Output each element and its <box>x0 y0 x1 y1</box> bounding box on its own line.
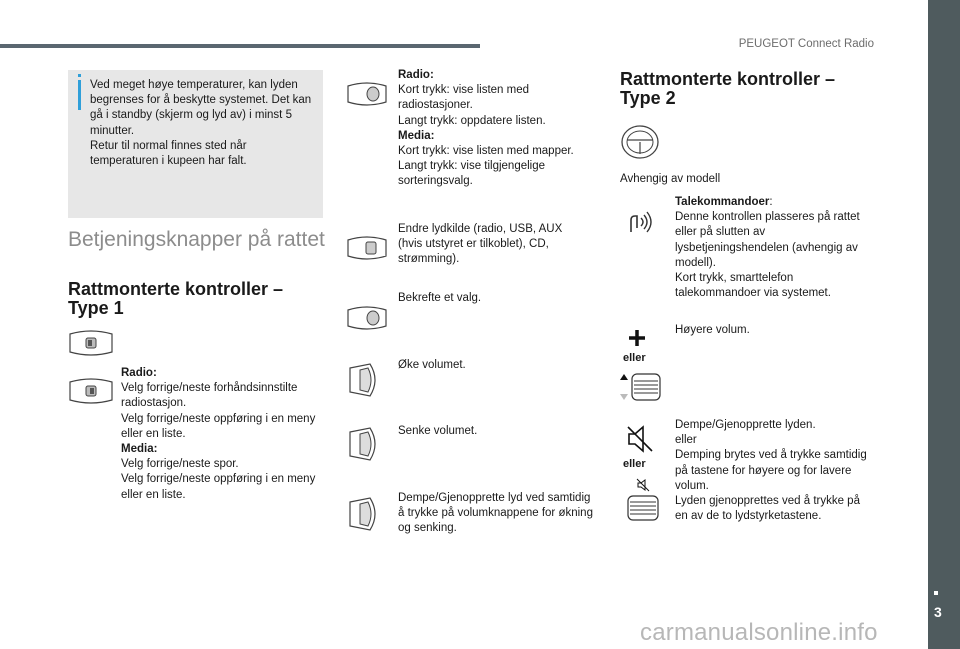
type2-depends: Avhengig av modell <box>620 173 721 185</box>
eller-label-mute: eller <box>623 458 646 470</box>
volume-up-switch-icon <box>620 372 664 402</box>
voice-text: : Denne kontrollen plasseres på rattet eller på slutten av lysbetjeningshendelen (avhengig av modell). Kort trykk, smarttelefon talekommandoer via systemet. <box>675 196 860 300</box>
type1-heading: Rattmonterte kontroller – Type 1 <box>68 279 284 318</box>
mute-small-icon <box>636 478 650 492</box>
scroll-wheel-icon <box>346 82 388 106</box>
eller-label-volume: eller <box>623 352 646 364</box>
steering-wheel-icon <box>620 124 660 160</box>
page-sidebar <box>928 0 960 649</box>
mid-media-description: Kort trykk: vise listen med mapper. Langt trykk: vise tilgjengelige sorteringsvalg. <box>398 145 574 188</box>
volume-down-button-icon <box>346 426 382 462</box>
radio-media-description <box>398 68 598 190</box>
watermark: carmanualsonline.info <box>640 619 878 646</box>
type2-volume-up-description: Høyere volum. <box>675 324 750 336</box>
radio-description: Velg forrige/neste forhåndsinnstilte radiostasjon. Velg forrige/neste oppføring i en meny eller en liste. <box>121 382 316 440</box>
type2-heading: Rattmonterte kontroller – Type 2 <box>620 69 836 108</box>
source-button-icon <box>346 236 388 260</box>
header-title: PEUGEOT Connect Radio <box>738 38 874 50</box>
mute-description: Dempe/Gjenopprette lyd ved samtidig å trykke på volumknappene for økning og senking. <box>398 492 593 535</box>
voice-label: Talekommandoer <box>675 196 770 208</box>
type1-description <box>121 366 321 503</box>
plus-icon <box>627 328 647 348</box>
confirm-button-icon <box>346 306 388 330</box>
steering-control-type1-icon <box>68 330 114 356</box>
mute-buttons-icon <box>346 496 382 532</box>
confirm-description: Bekrefte et valg. <box>398 292 482 304</box>
info-icon <box>78 80 81 110</box>
voice-command-icon <box>625 206 655 236</box>
volume-switch-icon <box>626 494 660 522</box>
mute-speaker-icon <box>625 424 655 454</box>
info-text: Ved meget høye temperaturer, kan lyden begrenses for å beskytte systemet. Det kan gå i standby (skjerm og lyd av) i minst 5 minutter. Retur til normal finnes sted når temperaturen i kupeen har falt. <box>90 79 312 168</box>
volume-up-description: Øke volumet. <box>398 359 466 371</box>
radio-label: Radio: <box>121 367 157 379</box>
media-description: Velg forrige/neste spor. Velg forrige/neste oppføring i en meny eller en liste. <box>121 458 316 501</box>
page-marker <box>934 591 938 595</box>
steering-control-type1-radio-icon <box>68 378 114 404</box>
mid-radio-label: Radio: <box>398 69 434 81</box>
page-number: 3 <box>934 604 942 620</box>
media-label: Media: <box>121 443 158 456</box>
type2-mute-description: Dempe/Gjenopprette lyden. eller Demping brytes ved å trykke samtidig på tastene for høyere og for lavere volum. Lyden gjenopprettes ved å trykke på en av de to lydstyrketastene. <box>675 419 867 523</box>
volume-up-button-icon <box>346 362 382 398</box>
mid-media-label: Media: <box>398 129 435 142</box>
mid-radio-description: Kort trykk: vise listen med radiostasjoner. Langt trykk: oppdatere listen. <box>398 84 546 127</box>
header-rule <box>0 44 480 48</box>
section-title: Betjeningsknapper på rattet <box>68 228 325 251</box>
source-description: Endre lydkilde (radio, USB, AUX (hvis utstyret er tilkoblet), CD, strømming). <box>398 223 563 266</box>
voice-description <box>675 195 875 301</box>
volume-down-description: Senke volumet. <box>398 425 478 437</box>
info-box <box>68 70 323 218</box>
